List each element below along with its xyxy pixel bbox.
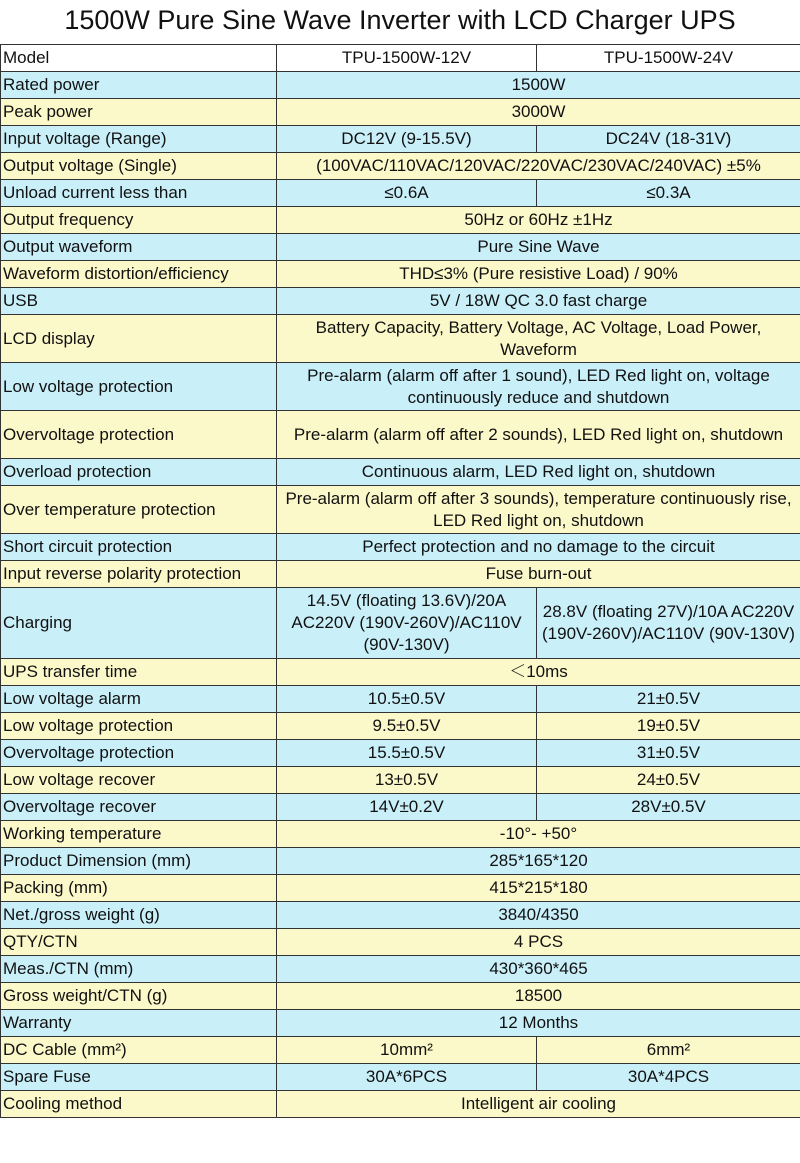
row-value: Pre-alarm (alarm off after 2 sounds), LED Red light on, shutdown [277, 411, 800, 459]
row-label: LCD display [1, 315, 277, 363]
row-label: Short circuit protection [1, 534, 277, 561]
row-label: Peak power [1, 99, 277, 126]
table-row [1, 207, 800, 234]
row-label: Waveform distortion/efficiency [1, 261, 277, 288]
row-value-12v: 30A*6PCS [277, 1064, 537, 1091]
row-value: Perfect protection and no damage to the circuit [277, 534, 800, 561]
row-value: (100VAC/110VAC/120VAC/220VAC/230VAC/240VAC) ±5% [277, 153, 800, 180]
table-row [1, 459, 800, 486]
table-row [1, 767, 800, 794]
table-row [1, 740, 800, 767]
row-value: Battery Capacity, Battery Voltage, AC Voltage, Load Power, Waveform [277, 315, 800, 363]
row-label: Cooling method [1, 1091, 277, 1118]
row-value-12v: 13±0.5V [277, 767, 537, 794]
row-label: QTY/CTN [1, 929, 277, 956]
row-value-12v: 14.5V (floating 13.6V)/20A AC220V (190V-260V)/AC110V (90V-130V) [277, 588, 537, 659]
table-row [1, 234, 800, 261]
table-row [1, 713, 800, 740]
row-label: Over temperature protection [1, 486, 277, 534]
row-value: 430*360*465 [277, 956, 800, 983]
row-label: Output waveform [1, 234, 277, 261]
table-row [1, 902, 800, 929]
row-label: Low voltage protection [1, 363, 277, 411]
row-label: Low voltage recover [1, 767, 277, 794]
row-label: Meas./CTN (mm) [1, 956, 277, 983]
row-value: 50Hz or 60Hz ±1Hz [277, 207, 800, 234]
table-header-row [1, 45, 800, 72]
row-label: Spare Fuse [1, 1064, 277, 1091]
row-value-12v: DC12V (9-15.5V) [277, 126, 537, 153]
row-value: Fuse burn-out [277, 561, 800, 588]
row-value: 3000W [277, 99, 800, 126]
row-label: Overvoltage recover [1, 794, 277, 821]
page-title: 1500W Pure Sine Wave Inverter with LCD Charger UPS [64, 5, 736, 35]
table-row [1, 983, 800, 1010]
table-row [1, 486, 800, 534]
row-label: UPS transfer time [1, 659, 277, 686]
table-row [1, 411, 800, 459]
table-row [1, 929, 800, 956]
row-label: Output frequency [1, 207, 277, 234]
row-value: 12 Months [277, 1010, 800, 1037]
table-row [1, 821, 800, 848]
row-value: Pre-alarm (alarm off after 1 sound), LED Red light on, voltage continuously reduce and shutdown [277, 363, 800, 411]
row-label: Output voltage (Single) [1, 153, 277, 180]
row-value-12v: 15.5±0.5V [277, 740, 537, 767]
row-value-12v: 10mm² [277, 1037, 537, 1064]
row-label: Gross weight/CTN (g) [1, 983, 277, 1010]
row-value: 18500 [277, 983, 800, 1010]
row-value-24v: 28.8V (floating 27V)/10A AC220V (190V-260V)/AC110V (90V-130V) [537, 588, 800, 659]
table-row [1, 288, 800, 315]
row-label: USB [1, 288, 277, 315]
table-row [1, 1037, 800, 1064]
row-value: 5V / 18W QC 3.0 fast charge [277, 288, 800, 315]
row-value-24v: 24±0.5V [537, 767, 800, 794]
row-value-12v: 9.5±0.5V [277, 713, 537, 740]
table-row [1, 363, 800, 411]
row-label: Working temperature [1, 821, 277, 848]
row-label: Overvoltage protection [1, 740, 277, 767]
table-row [1, 848, 800, 875]
row-value: Continuous alarm, LED Red light on, shutdown [277, 459, 800, 486]
row-value-24v: ≤0.3A [537, 180, 800, 207]
table-row [1, 180, 800, 207]
row-value-24v: DC24V (18-31V) [537, 126, 800, 153]
row-value: 285*165*120 [277, 848, 800, 875]
table-row [1, 261, 800, 288]
row-value-24v: 28V±0.5V [537, 794, 800, 821]
row-label: Low voltage protection [1, 713, 277, 740]
row-value-12v: 10.5±0.5V [277, 686, 537, 713]
row-value: Pre-alarm (alarm off after 3 sounds), temperature continuously rise, LED Red light on, shutdown [277, 486, 800, 534]
row-value-24v: 30A*4PCS [537, 1064, 800, 1091]
row-label: Product Dimension (mm) [1, 848, 277, 875]
header-label: Model [1, 45, 277, 72]
row-value: THD≤3% (Pure resistive Load) / 90% [277, 261, 800, 288]
table-row [1, 1010, 800, 1037]
row-value: 3840/4350 [277, 902, 800, 929]
table-row [1, 99, 800, 126]
table-row [1, 153, 800, 180]
row-value: 4 PCS [277, 929, 800, 956]
row-value: 1500W [277, 72, 800, 99]
table-row [1, 534, 800, 561]
row-value-24v: 21±0.5V [537, 686, 800, 713]
row-value-12v: 14V±0.2V [277, 794, 537, 821]
row-label: Low voltage alarm [1, 686, 277, 713]
row-value: 415*215*180 [277, 875, 800, 902]
spec-table [0, 44, 800, 1118]
table-row [1, 72, 800, 99]
table-row [1, 126, 800, 153]
header-model-12v: TPU-1500W-12V [277, 45, 537, 72]
row-label: Net./gross weight (g) [1, 902, 277, 929]
row-value-12v: ≤0.6A [277, 180, 537, 207]
table-row [1, 875, 800, 902]
table-row [1, 686, 800, 713]
row-label: Warranty [1, 1010, 277, 1037]
row-value-24v: 6mm² [537, 1037, 800, 1064]
row-label: Overvoltage protection [1, 411, 277, 459]
row-value: Intelligent air cooling [277, 1091, 800, 1118]
table-row [1, 315, 800, 363]
table-row [1, 1064, 800, 1091]
table-row [1, 561, 800, 588]
row-value: -10°- +50° [277, 821, 800, 848]
row-label: Packing (mm) [1, 875, 277, 902]
table-row [1, 659, 800, 686]
table-row [1, 588, 800, 659]
row-label: Rated power [1, 72, 277, 99]
row-label: Input reverse polarity protection [1, 561, 277, 588]
row-label: Unload current less than [1, 180, 277, 207]
row-label: Overload protection [1, 459, 277, 486]
table-row [1, 956, 800, 983]
header-model-24v: TPU-1500W-24V [537, 45, 800, 72]
table-row [1, 1091, 800, 1118]
row-label: DC Cable (mm²) [1, 1037, 277, 1064]
row-label: Charging [1, 588, 277, 659]
row-value-24v: 19±0.5V [537, 713, 800, 740]
row-label: Input voltage (Range) [1, 126, 277, 153]
table-row [1, 794, 800, 821]
row-value-24v: 31±0.5V [537, 740, 800, 767]
row-value: ＜10ms [277, 659, 800, 686]
row-value: Pure Sine Wave [277, 234, 800, 261]
